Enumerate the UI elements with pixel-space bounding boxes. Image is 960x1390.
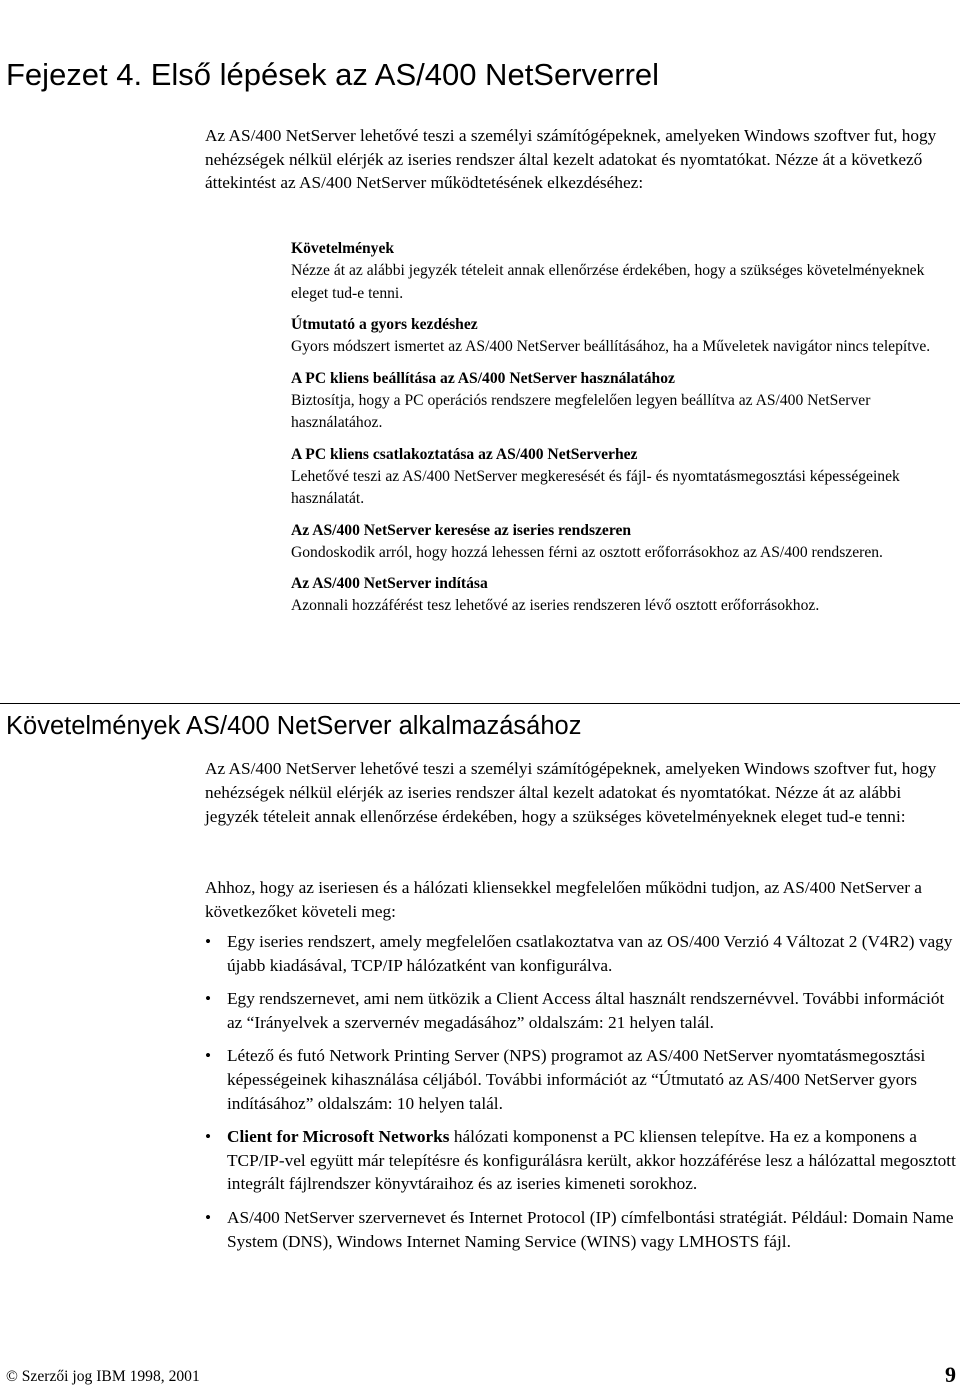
list-item-text: Létező és futó Network Printing Server (NPS) programot az AS/400 NetServer nyomtatásmegosztási képességeinek kihasználása céljából. További információt az “Útmutató az AS/400 NetServer gyors indításához” oldalszám: 10 helyen talál.	[227, 1046, 926, 1113]
topic-link-quick-start[interactable]: Útmutató a gyors kezdéshez	[291, 316, 478, 333]
topic-link-pc-client-connect[interactable]: A PC kliens csatlakoztatása az AS/400 NetServerhez	[291, 445, 638, 463]
topic-find-netserver	[291, 520, 960, 565]
list-item	[205, 1206, 960, 1253]
bullet-icon: •	[205, 989, 212, 1009]
topic-start-netserver	[291, 573, 960, 618]
topic-quick-start	[291, 314, 960, 359]
list-item	[205, 1044, 960, 1115]
section-intro: Az AS/400 NetServer lehetővé teszi a személyi számítógépeknek, amelyeken Windows szoftver fut, hogy nehézségek nélkül elérjék az iseries rendszer által kezelt adatokat és nyomtatókat. Nézze át az alábbi jegyzék tételeit annak ellenőrzése érdekében, hogy a szükséges követelményeknek eleget tud-e tenni:	[205, 759, 937, 826]
list-item	[205, 987, 960, 1034]
list-item-emphasis: Client for Microsoft Networks	[227, 1127, 450, 1147]
copyright-notice: © Szerzői jog IBM 1998, 2001	[6, 1368, 200, 1385]
requirements-lead: Ahhoz, hogy az iseriesen és a hálózati kliensekkel megfelelően működni tudjon, az AS/400 NetServer a következőket követeli meg:	[205, 878, 922, 921]
topic-link-requirements[interactable]: Követelmények	[291, 240, 395, 257]
topic-list	[291, 238, 960, 627]
list-item-text: hálózati komponenst a PC kliensen telepítve. Ha ez a komponens a TCP/IP-vel együtt már telepítésre és konfigurálásra került, akkor hozzáférése lesz a hálózattal megosztott integrált fájlrendszer könyvtáraihoz és az iseries kimeneti sorokhoz.	[227, 1127, 956, 1194]
topic-link-find-netserver[interactable]: Az AS/400 NetServer keresése az iseries rendszeren	[291, 521, 632, 539]
topic-requirements	[291, 238, 960, 305]
bullet-icon: •	[205, 1127, 212, 1147]
bullet-icon: •	[205, 1046, 212, 1066]
topic-description: Lehetővé teszi az AS/400 NetServer megkeresését és fájl- és nyomtatásmegosztási képességeinek használatát.	[291, 467, 900, 507]
chapter-intro: Az AS/400 NetServer lehetővé teszi a személyi számítógépeknek, amelyeken Windows szoftver fut, hogy nehézségek nélkül elérjék az iseries rendszer által kezelt adatokat és nyomtatókat. Nézze át a következő áttekintést az AS/400 NetServer működtetésének elkezdéséhez:	[205, 126, 937, 192]
requirements-list	[205, 930, 960, 1263]
list-item-text: AS/400 NetServer szervernevet és Internet Protocol (IP) címfelbontási stratégiát. Például: Domain Name System (DNS), Windows Internet Naming Service (WINS) vagy LMHOSTS fájl.	[227, 1207, 954, 1251]
topic-description: Gondoskodik arról, hogy hozzá lehessen férni az osztott erőforrásokhoz az AS/400 rendszeren.	[291, 543, 883, 561]
topic-pc-client-connect	[291, 444, 960, 511]
section-divider	[0, 703, 960, 704]
topic-pc-client-setup	[291, 368, 960, 435]
chapter-title: Fejezet 4. Első lépések az AS/400 NetServerrel	[6, 57, 660, 92]
bullet-icon: •	[205, 1207, 212, 1227]
list-item-text: Egy iseries rendszert, amely megfelelően csatlakoztatva van az OS/400 Verzió 4 Változat 2 (V4R2) vagy újabb kiadásával, TCP/IP hálózatként van konfigurálva.	[227, 932, 953, 975]
page-number: 9	[945, 1362, 956, 1387]
bullet-icon: •	[205, 932, 212, 951]
list-item-text: Egy rendszernevet, ami nem ütközik a Client Access által használt rendszernévvel. További információt az “Irányelvek a szervernév megadásához” oldalszám: 21 helyen talál.	[227, 989, 945, 1032]
topic-description: Biztosítja, hogy a PC operációs rendszere megfelelően legyen beállítva az AS/400 NetServer használatához.	[291, 391, 871, 431]
topic-description: Gyors módszert ismertet az AS/400 NetServer beállításához, ha a Műveletek navigátor nincs telepítve.	[291, 338, 931, 355]
topic-link-pc-client-setup[interactable]: A PC kliens beállítása az AS/400 NetServer használatához	[291, 369, 675, 387]
topic-description: Nézze át az alábbi jegyzék tételeit annak ellenőrzése érdekében, hogy a szükséges követelményeknek eleget tud-e tenni.	[291, 262, 925, 302]
section-title: Követelmények AS/400 NetServer alkalmazásához	[6, 712, 582, 740]
topic-description: Azonnali hozzáférést tesz lehetővé az iseries rendszeren lévő osztott erőforrásokhoz.	[291, 597, 820, 614]
list-item	[205, 930, 960, 977]
list-item	[205, 1125, 960, 1196]
topic-link-start-netserver[interactable]: Az AS/400 NetServer indítása	[291, 575, 488, 592]
